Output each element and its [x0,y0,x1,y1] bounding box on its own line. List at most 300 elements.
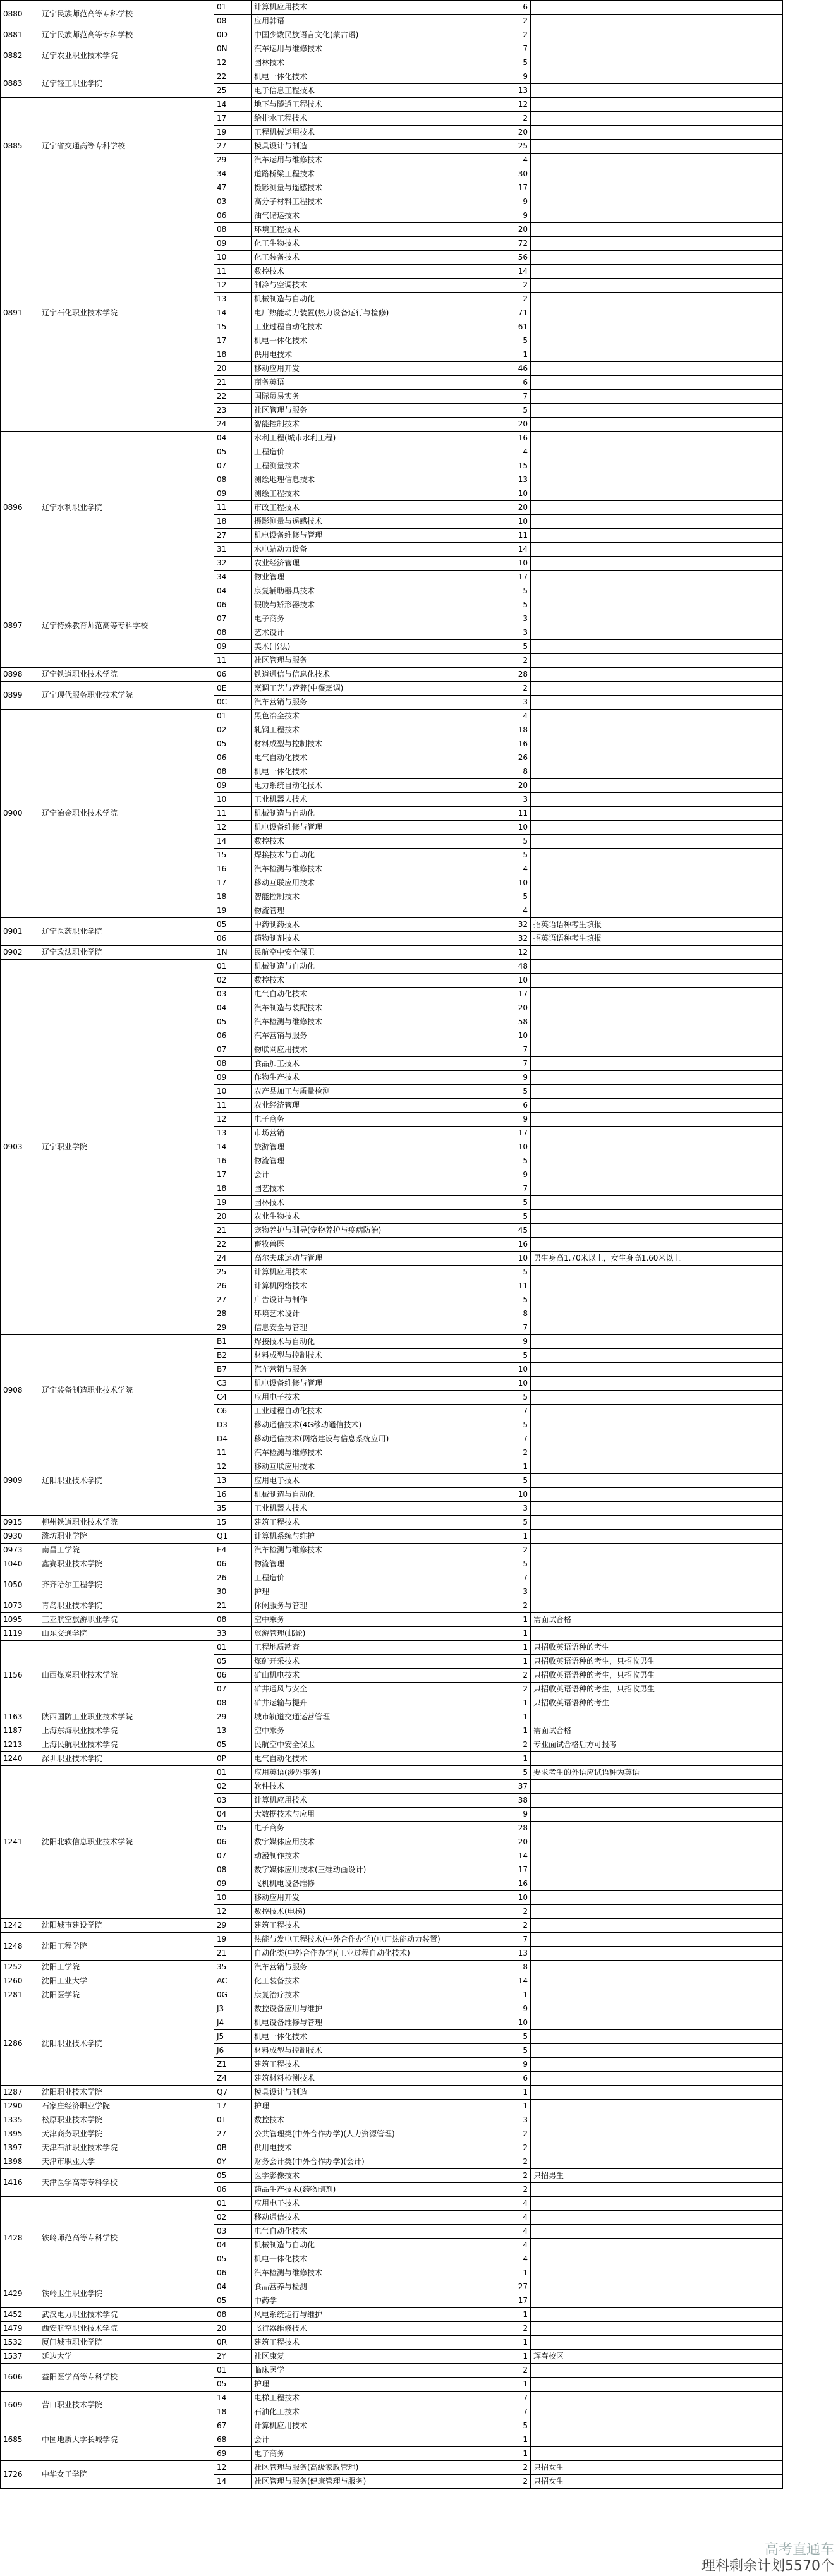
major-code: 06 [214,598,252,612]
table-row [1,1,783,15]
major-name: 应用英语(涉外事务) [252,1766,497,1780]
remaining-count: 16 [497,737,531,751]
note [531,1405,783,1418]
major-code: 09 [214,487,252,501]
school-code: 0897 [1,584,39,668]
table-row [1,1544,783,1557]
remaining-count: 18 [497,723,531,737]
remaining-count: 28 [497,668,531,682]
note [531,1585,783,1599]
remaining-count: 9 [497,209,531,223]
major-code: 27 [214,1293,252,1307]
remaining-count: 10 [497,821,531,835]
major-code: 34 [214,167,252,181]
remaining-count: 10 [497,1363,531,1377]
note [531,1238,783,1252]
remaining-count: 1 [497,348,531,362]
school-code: 0880 [1,1,39,28]
major-name: 石油化工技术 [252,2405,497,2419]
major-code: 32 [214,557,252,571]
major-code: 04 [214,1808,252,1822]
major-name: 电气自动化技术 [252,988,497,1001]
table-row [1,2419,783,2433]
major-code: 14 [214,1140,252,1154]
major-code: 18 [214,2405,252,2419]
major-code: 28 [214,1307,252,1321]
remaining-count: 2 [497,1683,531,1696]
note [531,584,783,598]
remaining-count: 11 [497,529,531,543]
note [531,1057,783,1071]
school-name: 齐齐哈尔工程学院 [39,1571,214,1599]
remaining-count: 2 [497,1905,531,1919]
remaining-count: 10 [497,1377,531,1391]
school-code: 1286 [1,2002,39,2086]
table-row [1,946,783,960]
note [531,835,783,849]
remaining-count: 10 [497,2016,531,2030]
school-code: 1287 [1,2086,39,2100]
remaining-count: 1 [497,2378,531,2392]
major-name: 休闲服务与管理 [252,1599,497,1613]
major-name: 摄影测量与遥感技术 [252,181,497,195]
note: 只招男生 [531,2169,783,2183]
school-code: 0898 [1,668,39,682]
major-name: 软件技术 [252,1780,497,1794]
major-name: 机电一体化技术 [252,334,497,348]
note [531,1627,783,1641]
school-code: 0909 [1,1446,39,1516]
major-name: 计算机系统与维护 [252,1530,497,1544]
major-code: 05 [214,1822,252,1835]
school-code: 1119 [1,1627,39,1641]
major-code: 10 [214,1891,252,1905]
major-code: 19 [214,1196,252,1210]
remaining-count: 2 [497,1544,531,1557]
remaining-count: 5 [497,640,531,654]
major-code: 0R [214,2336,252,2350]
remaining-count: 2 [497,2322,531,2336]
school-name: 辽宁政法职业学院 [39,946,214,960]
major-code: 47 [214,181,252,195]
remaining-count: 5 [497,2044,531,2058]
major-code: 08 [214,1863,252,1877]
note [531,223,783,237]
major-code: 29 [214,1919,252,1933]
school-code: 1242 [1,1919,39,1933]
major-name: 建筑工程技术 [252,2336,497,2350]
major-code: B7 [214,1363,252,1377]
major-code: 26 [214,1571,252,1585]
major-name: 矿山机电技术 [252,1669,497,1683]
major-name: 临床医学 [252,2364,497,2378]
school-name: 沈阳工程学院 [39,1933,214,1961]
note [531,1029,783,1043]
note [531,1849,783,1863]
remaining-count: 45 [497,1224,531,1238]
major-code: 22 [214,1238,252,1252]
remaining-count: 5 [497,1391,531,1405]
major-name: 飞机机电设备维修 [252,1877,497,1891]
remaining-count: 7 [497,1432,531,1446]
remaining-count: 9 [497,195,531,209]
school-code: 1050 [1,1571,39,1599]
note [531,2378,783,2392]
major-name: 水利工程(城市水利工程) [252,432,497,445]
major-name: 药物制剂技术 [252,932,497,946]
major-name: 信息安全与管理 [252,1321,497,1335]
note [531,2266,783,2280]
remaining-count: 4 [497,2252,531,2266]
major-name: 会计 [252,1168,497,1182]
major-name: 电力系统自动化技术 [252,779,497,793]
major-name: 国际贸易实务 [252,390,497,404]
remaining-count: 9 [497,1071,531,1085]
note [531,42,783,56]
major-name: 汽车运用与维修技术 [252,154,497,167]
note [531,1182,783,1196]
major-code: 23 [214,404,252,418]
remaining-count: 2 [497,2475,531,2489]
note [531,1418,783,1432]
major-name: 建筑工程技术 [252,1919,497,1933]
table-row [1,584,783,598]
remaining-count: 1 [497,1988,531,2002]
major-name: 应用韩语 [252,15,497,28]
table-row [1,1961,783,1974]
remaining-count: 17 [497,571,531,584]
note [531,418,783,432]
note [531,376,783,390]
note [531,793,783,807]
remaining-count: 14 [497,265,531,279]
major-name: 电子商务 [252,2447,497,2461]
school-name: 石家庄经济职业学院 [39,2100,214,2113]
note [531,1279,783,1293]
major-code: 12 [214,2461,252,2475]
note: 需面试合格 [531,1613,783,1627]
major-name: 测绘地理信息技术 [252,473,497,487]
major-code: 21 [214,1947,252,1961]
major-name: 环境工程技术 [252,223,497,237]
major-code: 12 [214,821,252,835]
major-name: 智能控制技术 [252,418,497,432]
major-name: 机电一体化技术 [252,2030,497,2044]
remaining-count: 5 [497,1557,531,1571]
table-row [1,2322,783,2336]
major-name: 园林技术 [252,56,497,70]
major-name: 机械制造与自动化 [252,2239,497,2252]
note [531,432,783,445]
note [531,1822,783,1835]
remaining-count: 1 [497,1710,531,1724]
major-code: 06 [214,751,252,765]
major-code: 06 [214,668,252,682]
remaining-count: 17 [497,988,531,1001]
major-name: 数控技术 [252,2113,497,2127]
note [531,1947,783,1961]
school-code: 1532 [1,2336,39,2350]
major-name: 化工生物技术 [252,237,497,251]
major-code: 13 [214,293,252,306]
remaining-count: 4 [497,2211,531,2225]
note [531,1099,783,1113]
major-name: 移动通信技术(网络建设与信息系统应用) [252,1432,497,1446]
remaining-count: 20 [497,126,531,140]
major-name: 畜牧兽医 [252,1238,497,1252]
remaining-count: 5 [497,1293,531,1307]
remaining-count: 27 [497,2280,531,2294]
major-code: 08 [214,1696,252,1710]
note [531,2336,783,2350]
school-code: 0881 [1,28,39,42]
major-code: D3 [214,1418,252,1432]
remaining-count: 2 [497,28,531,42]
note [531,988,783,1001]
school-name: 山西煤炭职业技术学院 [39,1641,214,1710]
major-code: 17 [214,1168,252,1182]
remaining-count: 1 [497,2336,531,2350]
remaining-count: 5 [497,56,531,70]
note [531,1015,783,1029]
major-code: 16 [214,1488,252,1502]
remaining-count: 2 [497,1599,531,1613]
major-name: 社区管理与服务 [252,404,497,418]
major-code: 26 [214,1279,252,1293]
remaining-count: 1 [497,2100,531,2113]
major-name: 数控技术 [252,974,497,988]
note [531,1794,783,1808]
major-name: 康复辅助器具技术 [252,584,497,598]
note [531,2252,783,2266]
remaining-count: 5 [497,404,531,418]
remaining-count: 4 [497,445,531,459]
major-code: 05 [214,1738,252,1752]
major-code: 03 [214,195,252,209]
major-name: 移动应用开发 [252,362,497,376]
school-name: 中国地质大学长城学院 [39,2419,214,2461]
remaining-count: 5 [497,890,531,904]
major-name: 工程造价 [252,1571,497,1585]
school-name: 三亚航空旅游职业学院 [39,1613,214,1627]
major-name: 广告设计与制作 [252,1293,497,1307]
major-code: 15 [214,849,252,862]
major-name: 电子信息工程技术 [252,84,497,98]
major-name: 机电设备维修与管理 [252,1377,497,1391]
school-name: 厦门城市职业学院 [39,2336,214,2350]
major-name: 机电一体化技术 [252,2252,497,2266]
school-code: 1252 [1,1961,39,1974]
major-code: B2 [214,1349,252,1363]
major-name: 市场营销 [252,1127,497,1140]
table-row [1,2113,783,2127]
note [531,1488,783,1502]
remaining-count: 16 [497,1877,531,1891]
note [531,1043,783,1057]
remaining-count: 38 [497,1794,531,1808]
remaining-count: 3 [497,793,531,807]
remaining-count: 10 [497,974,531,988]
note [531,557,783,571]
major-name: 制冷与空调技术 [252,279,497,293]
note [531,1335,783,1349]
note [531,1071,783,1085]
major-code: 05 [214,445,252,459]
note [531,571,783,584]
remaining-count: 4 [497,2225,531,2239]
note [531,612,783,626]
table-row [1,1599,783,1613]
remaining-count: 2 [497,2183,531,2197]
major-name: 工程测量技术 [252,459,497,473]
major-code: 01 [214,1641,252,1655]
major-code: 17 [214,2100,252,2113]
major-code: 1N [214,946,252,960]
major-name: 计算机网络技术 [252,1279,497,1293]
school-name: 天津市职业大学 [39,2155,214,2169]
watermark-brand: 高考直通车 [764,2542,834,2558]
major-code: 08 [214,626,252,640]
note [531,181,783,195]
school-code: 1452 [1,2308,39,2322]
remaining-count: 1 [497,2266,531,2280]
remaining-count: 5 [497,849,531,862]
major-name: 汽车营销与服务 [252,1363,497,1377]
note [531,876,783,890]
remaining-count: 9 [497,1335,531,1349]
note [531,306,783,320]
major-name: 热能与发电工程技术(中外合作办学)(电厂热能动力装置) [252,1933,497,1947]
major-name: 机械制造与自动化 [252,807,497,821]
major-name: 中药制药技术 [252,918,497,932]
major-name: 汽车检测与维修技术 [252,1544,497,1557]
major-code: 07 [214,459,252,473]
note [531,2294,783,2308]
major-code: 13 [214,1127,252,1140]
major-name: 摄影测量与遥感技术 [252,515,497,529]
remaining-count: 13 [497,473,531,487]
remaining-count: 12 [497,98,531,112]
major-name: 数字媒体应用技术 [252,1835,497,1849]
remaining-count: 20 [497,779,531,793]
note [531,1196,783,1210]
major-code: 29 [214,1321,252,1335]
major-code: 30 [214,1585,252,1599]
school-code: 1213 [1,1738,39,1752]
school-name: 辽宁轻工职业学院 [39,70,214,98]
major-name: 化工装备技术 [252,1974,497,1988]
remaining-count: 37 [497,1780,531,1794]
major-code: C4 [214,1391,252,1405]
school-code: 1040 [1,1557,39,1571]
remaining-count: 3 [497,1502,531,1516]
major-name: 机电设备维修与管理 [252,821,497,835]
note [531,1835,783,1849]
major-code: 68 [214,2433,252,2447]
note [531,1530,783,1544]
major-name: 汽车运用与维修技术 [252,42,497,56]
note [531,195,783,209]
remaining-count: 6 [497,376,531,390]
major-name: 假肢与矫形器技术 [252,598,497,612]
major-name: 农产品加工与质量检测 [252,1085,497,1099]
major-code: 01 [214,2364,252,2378]
major-code: 13 [214,1474,252,1488]
major-code: 06 [214,932,252,946]
note [531,1349,783,1363]
table-row [1,195,783,209]
major-code: 19 [214,904,252,918]
major-code: 0C [214,696,252,710]
major-name: 农业经济管理 [252,557,497,571]
major-code: 09 [214,779,252,793]
major-code: 06 [214,1835,252,1849]
school-code: 1537 [1,2350,39,2364]
remaining-count: 2 [497,682,531,696]
note [531,154,783,167]
note [531,1210,783,1224]
remaining-count: 2 [497,2155,531,2169]
note: 只招收英语语种的考生，只招收男生 [531,1683,783,1696]
remaining-count: 8 [497,1307,531,1321]
school-name: 辽宁铁道职业技术学院 [39,668,214,682]
note [531,1780,783,1794]
remaining-count: 72 [497,237,531,251]
major-code: 19 [214,1933,252,1947]
table-row [1,1919,783,1933]
remaining-count: 5 [497,1154,531,1168]
school-code: 1073 [1,1599,39,1613]
major-name: 汽车营销与服务 [252,1961,497,1974]
school-code: 0882 [1,42,39,70]
school-code: 1156 [1,1641,39,1710]
note [531,710,783,723]
note [531,1919,783,1933]
table-row [1,1752,783,1766]
major-code: Q1 [214,1530,252,1544]
major-name: 机电一体化技术 [252,70,497,84]
note [531,334,783,348]
note [531,1140,783,1154]
note [531,2155,783,2169]
major-name: 市政工程技术 [252,501,497,515]
school-name: 山东交通学院 [39,1627,214,1641]
note [531,1321,783,1335]
remaining-count: 9 [497,2002,531,2016]
remaining-count: 7 [497,1057,531,1071]
major-code: 20 [214,1210,252,1224]
major-name: 工程机械运用技术 [252,126,497,140]
school-name: 辽宁医药职业学院 [39,918,214,946]
note [531,2433,783,2447]
school-code: 0902 [1,946,39,960]
remaining-count: 2 [497,279,531,293]
remaining-count: 30 [497,167,531,181]
major-code: 05 [214,918,252,932]
major-code: D4 [214,1432,252,1446]
note [531,1502,783,1516]
major-code: 03 [214,1794,252,1808]
remaining-count: 10 [497,876,531,890]
major-name: 会计 [252,2433,497,2447]
major-code: 05 [214,737,252,751]
school-code: 0930 [1,1530,39,1544]
school-name: 延边大学 [39,2350,214,2364]
remaining-count: 3 [497,612,531,626]
major-code: 0E [214,682,252,696]
note [531,2447,783,2461]
note [531,737,783,751]
